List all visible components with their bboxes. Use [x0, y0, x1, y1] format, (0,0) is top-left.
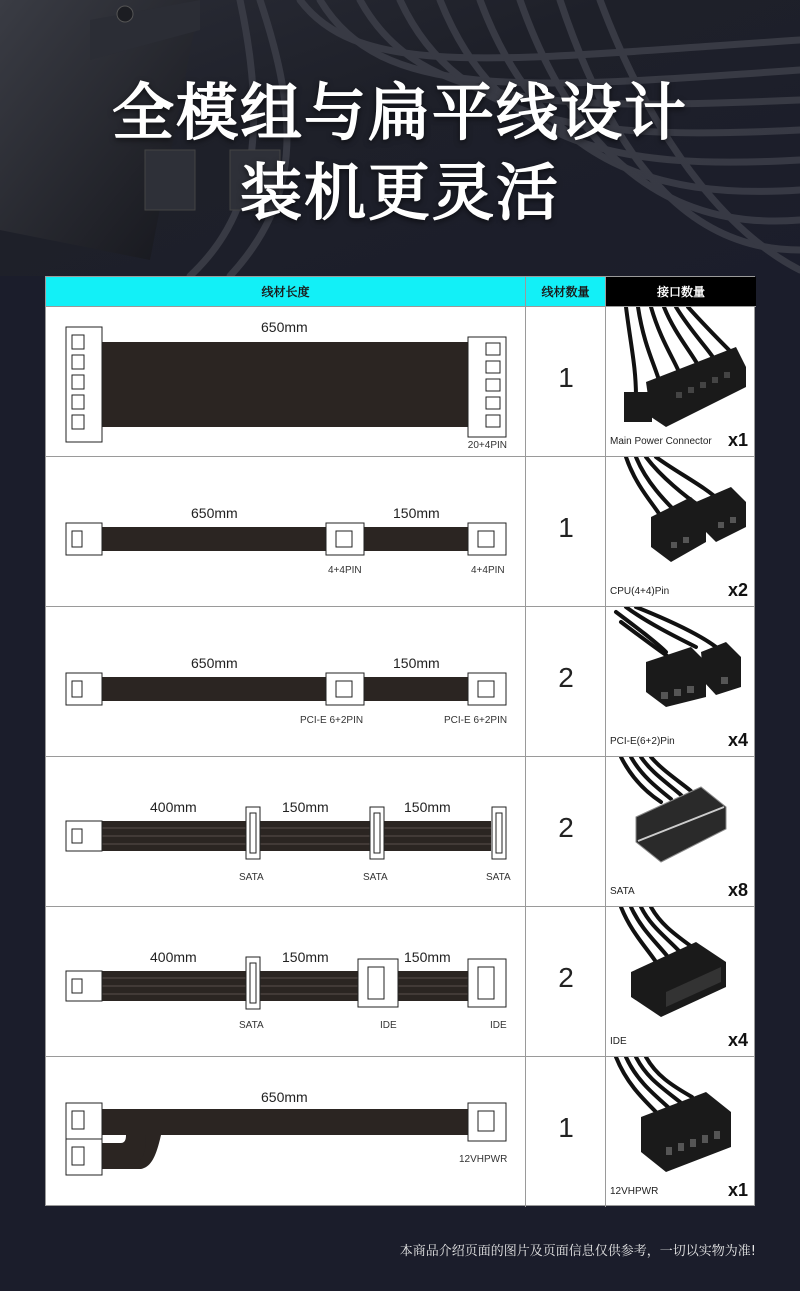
table-row	[46, 757, 754, 907]
table-row	[46, 607, 754, 757]
quantity-cell	[526, 907, 606, 1057]
ide-cable-diagram	[46, 907, 526, 1057]
connector-pin-label: 4+4PIN	[471, 565, 505, 576]
connector-name: SATA	[610, 886, 635, 897]
connector-pin-label: SATA	[239, 1020, 264, 1031]
header-length: 线材长度	[46, 277, 526, 307]
connector-cell	[606, 307, 754, 457]
length-label: 150mm	[393, 505, 440, 521]
page-title-line1: 全模组与扁平线设计	[111, 76, 688, 149]
connector-pin-label: SATA	[363, 872, 388, 883]
length-label: 150mm	[404, 799, 451, 815]
header-quantity: 线材数量	[526, 277, 606, 307]
quantity-cell	[526, 307, 606, 457]
connector-count: x8	[727, 880, 748, 900]
connector-pin-label: SATA	[239, 872, 264, 883]
cable-spec-table	[45, 276, 755, 1206]
quantity-cell	[526, 1057, 606, 1207]
quantity-cell	[526, 457, 606, 607]
cable-quantity: 1	[558, 512, 574, 543]
cable-length-cell	[46, 907, 526, 1057]
length-label: 150mm	[282, 949, 329, 965]
cable-length-cell	[46, 1057, 526, 1207]
connector-count: x4	[727, 1030, 748, 1050]
connector-name: PCI-E(6+2)Pin	[610, 736, 675, 747]
12vhpwr-cable-diagram	[46, 1057, 526, 1207]
table-row	[46, 307, 754, 457]
connector-name: Main Power Connector	[610, 436, 712, 447]
connector-cell	[606, 907, 754, 1057]
cable-quantity: 1	[558, 1112, 574, 1143]
connector-pin-label: 20+4PIN	[467, 440, 507, 451]
connector-name: CPU(4+4)Pin	[610, 586, 670, 597]
header-connectors: 接口数量	[606, 277, 756, 307]
length-label: 150mm	[393, 655, 440, 671]
connector-count: x1	[727, 1180, 748, 1200]
connector-pin-label: PCI-E 6+2PIN	[300, 715, 364, 726]
length-label: 400mm	[150, 799, 197, 815]
connector-pin-label: IDE	[380, 1020, 397, 1031]
connector-pin-label: 4+4PIN	[328, 565, 362, 576]
disclaimer-text: 本商品介绍页面的图片及页面信息仅供参考，一切以实物为准!	[399, 1244, 756, 1259]
connector-count: x1	[727, 430, 748, 450]
length-label: 650mm	[191, 505, 238, 521]
table-row	[46, 1057, 754, 1207]
connector-cell	[606, 457, 754, 607]
cable-length-cell	[46, 757, 526, 907]
quantity-cell	[526, 607, 606, 757]
page-title-line2: 装机更灵活	[239, 156, 560, 229]
connector-name: IDE	[610, 1036, 627, 1047]
cable-quantity: 2	[558, 962, 574, 993]
connector-cell	[606, 757, 754, 907]
length-label: 150mm	[404, 949, 451, 965]
cable-length-cell	[46, 607, 526, 757]
cable-quantity: 2	[558, 812, 574, 843]
connector-pin-label: SATA	[486, 872, 511, 883]
connector-pin-label: 12VHPWR	[459, 1154, 508, 1165]
length-label: 650mm	[191, 655, 238, 671]
sata-cable-diagram	[46, 757, 526, 907]
connector-name: 12VHPWR	[610, 1186, 659, 1197]
hero-banner	[0, 0, 800, 276]
connector-pin-label: IDE	[490, 1020, 507, 1031]
cable-length-cell	[46, 457, 526, 607]
connector-count: x4	[727, 730, 748, 750]
length-label: 650mm	[261, 319, 308, 335]
length-label: 150mm	[282, 799, 329, 815]
cable-quantity: 1	[558, 362, 574, 393]
quantity-cell	[526, 757, 606, 907]
length-label: 650mm	[261, 1089, 308, 1105]
connector-pin-label: PCI-E 6+2PIN	[444, 715, 508, 726]
connector-cell	[606, 607, 754, 757]
connector-count: x2	[727, 580, 748, 600]
pcie-cable-diagram	[46, 607, 526, 757]
length-label: 400mm	[150, 949, 197, 965]
table-row	[46, 907, 754, 1057]
connector-cell	[606, 1057, 754, 1207]
cpu-cable-diagram	[46, 457, 526, 607]
cable-quantity: 2	[558, 662, 574, 693]
table-row	[46, 457, 754, 607]
cable-length-cell	[46, 307, 526, 457]
